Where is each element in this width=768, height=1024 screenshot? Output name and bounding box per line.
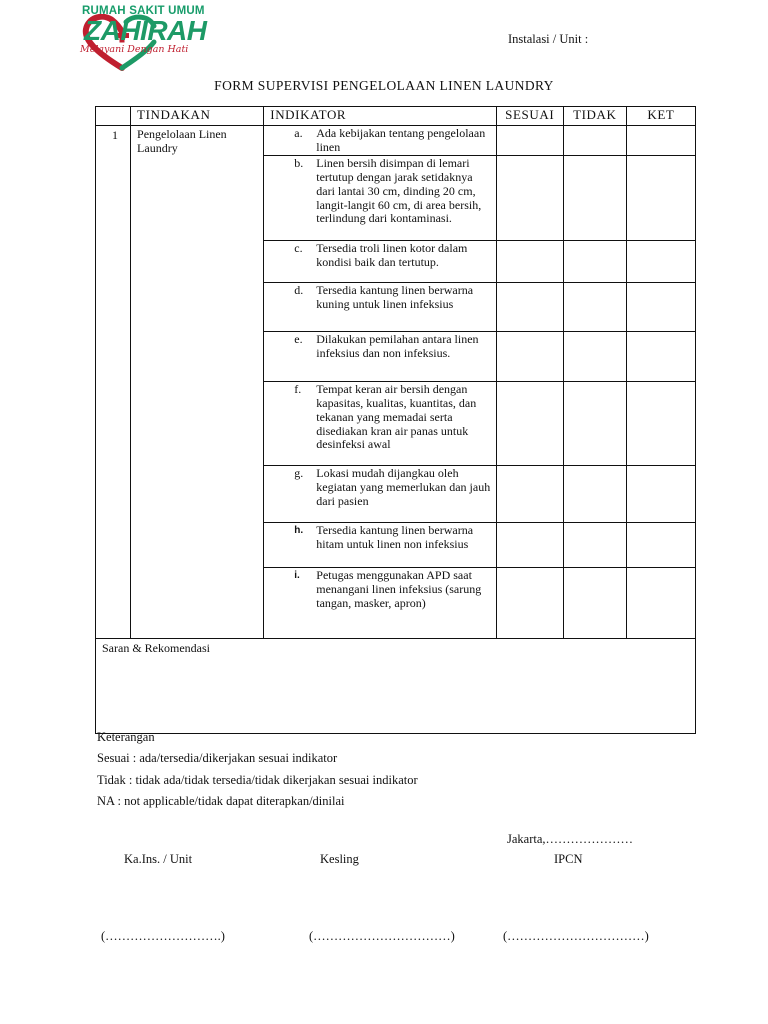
tidak-cell[interactable] [563,522,626,567]
tindakan-cell: Pengelolaan Linen Laundry [131,126,264,639]
indicator-text: Tersedia kantung linen berwarna kuning untuk linen infeksius [316,282,474,311]
header-ket: KET [626,107,695,126]
indicator-text: Dilakukan pemilahan antara linen infeksius dan non infeksius. [316,331,479,360]
header-sesuai: SESUAI [496,107,563,126]
saran-rekomendasi-field[interactable] [96,638,696,733]
indicator-text: Lokasi mudah dijangkau oleh kegiatan yang memerlukan dan jauh dari pasien [316,465,491,508]
row-number: 1 [96,126,131,639]
logo-name: ZAHIRAH [84,15,207,46]
indicator-letter: c. [294,240,303,255]
keterangan-title: Keterangan [97,730,155,744]
indicator-letter: d. [294,282,304,297]
signature-kesling-label: Kesling [320,852,359,866]
indicator-text: Linen bersih disimpan di lemari tertutup dengan jarak setidaknya dari lantai 30 cm, dinding 20 cm, langit-langit 60 cm, di area bersih, terlindung dari kontaminasi. [316,155,482,226]
indicator-text: Ada kebijakan tentang pengelolaan linen [316,126,486,154]
ket-cell[interactable] [626,465,695,522]
tidak-cell[interactable] [563,240,626,282]
keterangan-tidak: Tidak : tidak ada/tidak tersedia/tidak dikerjakan sesuai indikator [97,773,418,787]
signature-line-ipcn: (……………………………) [503,929,649,943]
ket-cell[interactable] [626,567,695,638]
supervision-table [95,106,696,734]
saran-row [96,638,696,733]
sesuai-cell[interactable] [496,126,563,156]
saran-label: Saran & Rekomendasi [102,640,210,655]
logo-top-text: RUMAH SAKIT UMUM [82,5,205,17]
ket-cell[interactable] [626,282,695,331]
indicator-cell [264,465,496,522]
indicator-cell [264,381,496,465]
tidak-cell[interactable] [563,282,626,331]
ket-cell[interactable] [626,240,695,282]
header-tidak: TIDAK [563,107,626,126]
sesuai-cell[interactable] [496,240,563,282]
indicator-cell [264,282,496,331]
indicator-text: Petugas menggunakan APD saat menangani linen infeksius (sarung tangan, masker, apron) [316,567,482,610]
signature-line-kains: (……………………….) [101,929,225,943]
header-indikator: INDIKATOR [264,107,496,126]
tidak-cell[interactable] [563,331,626,381]
header-no [96,107,131,126]
signature-ipcn-label: IPCN [554,852,583,866]
indicator-cell [264,567,496,638]
indicator-letter: b. [294,155,304,170]
sesuai-cell[interactable] [496,567,563,638]
sesuai-cell[interactable] [496,155,563,240]
indicator-cell [264,126,496,156]
indicator-cell [264,240,496,282]
indicator-cell [264,522,496,567]
indicator-text: Tersedia kantung linen berwarna hitam untuk linen non infeksius [316,522,474,551]
indicator-text: Tempat keran air bersih dengan kapasitas, kualitas, kuantitas, dan tekanan yang memadai serta disediakan kran air panas untuk desinfeksi awal [316,381,477,452]
instalasi-label: Instalasi / Unit : [508,32,589,46]
indicator-letter: a. [294,126,303,140]
table-row [96,126,696,156]
ket-cell[interactable] [626,126,695,156]
indicator-text: Tersedia troli linen kotor dalam kondisi baik dan tertutup. [316,240,468,269]
sesuai-cell[interactable] [496,331,563,381]
header-tindakan: TINDAKAN [131,107,264,126]
place-date: Jakarta,………………… [507,832,634,846]
sesuai-cell[interactable] [496,465,563,522]
logo-tagline: Melayani Dengan Hati [80,44,189,55]
keterangan-sesuai: Sesuai : ada/tersedia/dikerjakan sesuai indikator [97,751,338,765]
tidak-cell[interactable] [563,381,626,465]
sesuai-cell[interactable] [496,522,563,567]
tidak-cell[interactable] [563,155,626,240]
keterangan-na: NA : not applicable/tidak dapat diterapkan/dinilai [97,794,345,808]
signature-line-kesling: (……………………………) [309,929,455,943]
indicator-letter: e. [294,331,303,346]
signature-kains-label: Ka.Ins. / Unit [124,852,193,866]
ket-cell[interactable] [626,522,695,567]
form-title: FORM SUPERVISI PENGELOLAAN LINEN LAUNDRY [214,78,554,93]
sesuai-cell[interactable] [496,381,563,465]
table-header-row [96,107,696,126]
indicator-letter: g. [294,465,304,480]
indicator-cell [264,331,496,381]
tidak-cell[interactable] [563,465,626,522]
tidak-cell[interactable] [563,126,626,156]
indicator-cell [264,155,496,240]
indicator-letter: i. [294,569,300,581]
ket-cell[interactable] [626,155,695,240]
ket-cell[interactable] [626,331,695,381]
ket-cell[interactable] [626,381,695,465]
tidak-cell[interactable] [563,567,626,638]
indicator-letter: h. [294,524,304,536]
sesuai-cell[interactable] [496,282,563,331]
indicator-letter: f. [294,381,302,396]
